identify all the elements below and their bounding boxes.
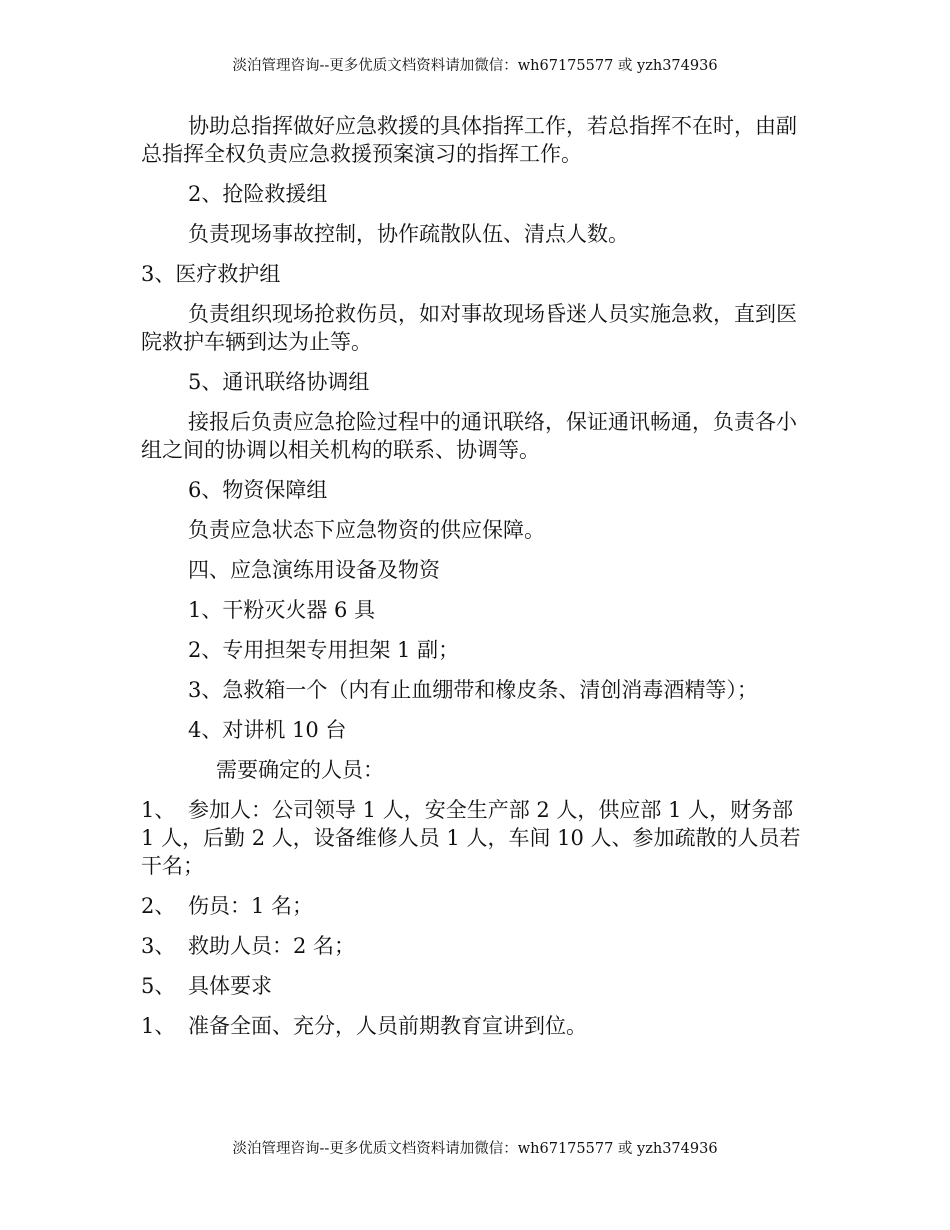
equipment-item: 2、专用担架专用担架 1 副； bbox=[188, 638, 460, 662]
personnel-item-number: 5、 bbox=[141, 974, 176, 998]
personnel-item-number: 1、 bbox=[141, 1014, 176, 1038]
personnel-item-number: 3、 bbox=[141, 934, 176, 958]
heading-medical-group: 3、医疗救护组 bbox=[141, 262, 281, 286]
document-body bbox=[141, 112, 806, 1052]
equipment-item: 4、对讲机 10 台 bbox=[188, 718, 347, 742]
personnel-item-text: 伤员：1 名； bbox=[188, 894, 314, 918]
paragraph-medical-group: 负责组织现场抢救伤员，如对事故现场昏迷人员实施急救，直到医院救护车辆到达为止等。 bbox=[141, 302, 797, 354]
page-footer: 淡泊管理咨询--更多优质文档资料请加微信：wh67175577 或 yzh374936 bbox=[232, 1141, 718, 1157]
paragraph-supply-group: 负责应急状态下应急物资的供应保障。 bbox=[188, 518, 545, 542]
personnel-item-text: 救助人员：2 名； bbox=[188, 934, 356, 958]
page-header: 淡泊管理咨询--更多优质文档资料请加微信：wh67175577 或 yzh374936 bbox=[232, 58, 718, 74]
heading-supply-group: 6、物资保障组 bbox=[188, 478, 328, 502]
heading-section-four: 四、应急演练用设备及物资 bbox=[188, 558, 440, 582]
personnel-item-number: 2、 bbox=[141, 894, 176, 918]
personnel-item bbox=[141, 796, 806, 880]
heading-communication-group: 5、通讯联络协调组 bbox=[188, 370, 370, 394]
personnel-item-number: 1、 bbox=[141, 798, 176, 822]
paragraph-rescue-group: 负责现场事故控制，协作疏散队伍、清点人数。 bbox=[188, 222, 629, 246]
heading-rescue-group: 2、抢险救援组 bbox=[188, 182, 328, 206]
paragraph-communication-group: 接报后负责应急抢险过程中的通讯联络，保证通讯畅通，负责各小组之间的协调以相关机构的联系、协调等。 bbox=[141, 410, 797, 462]
personnel-item bbox=[141, 972, 806, 1000]
equipment-item: 1、干粉灭火器 6 具 bbox=[188, 598, 376, 622]
personnel-item-text: 具体要求 bbox=[188, 974, 272, 998]
personnel-item bbox=[141, 932, 806, 960]
personnel-item bbox=[141, 1012, 806, 1040]
personnel-item-text: 准备全面、充分，人员前期教育宣讲到位。 bbox=[188, 1014, 587, 1038]
personnel-item bbox=[141, 892, 806, 920]
paragraph-deputy-commander: 协助总指挥做好应急救援的具体指挥工作，若总指挥不在时，由副总指挥全权负责应急救援预案演习的指挥工作。 bbox=[141, 114, 797, 166]
personnel-item-text: 参加人：公司领导 1 人，安全生产部 2 人，供应部 1 人，财务部 1 人，后勤 2 人，设备维修人员 1 人，车间 10 人、参加疏散的人员若干名； bbox=[141, 798, 801, 878]
heading-personnel: 需要确定的人员： bbox=[216, 758, 384, 782]
equipment-item: 3、急救箱一个（内有止血绷带和橡皮条、清创消毒酒精等）； bbox=[188, 678, 758, 702]
